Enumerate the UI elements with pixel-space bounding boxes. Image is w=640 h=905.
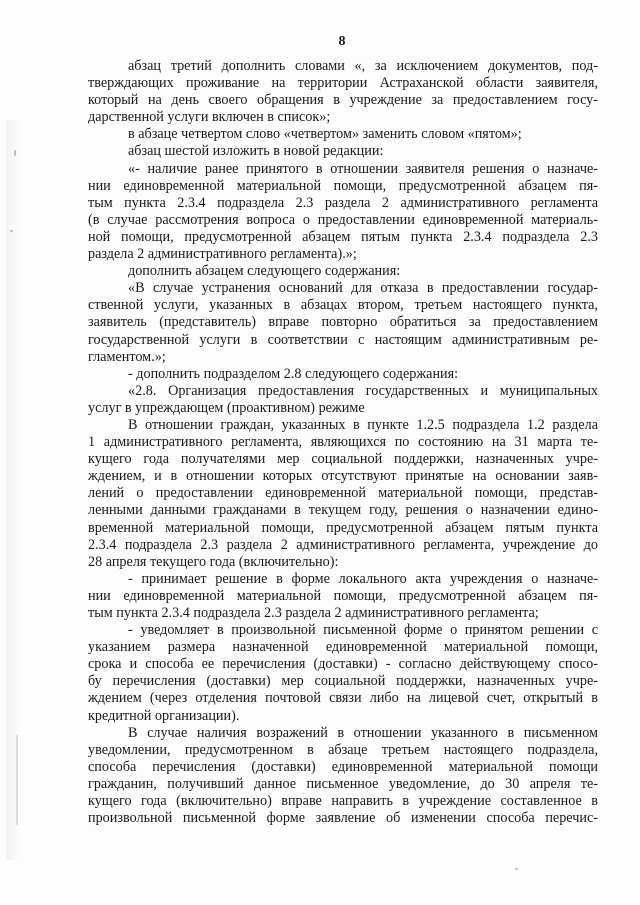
text-line: «2.8. Организация предоставления государственных и муниципальных — [128, 382, 598, 399]
text-line: - дополнить подразделом 2.8 следующего содержания: — [128, 365, 459, 382]
text-line: в абзаце четвертом слово «четвертом» заменить словом «пятом»; — [128, 126, 522, 143]
text-line: дарственной услуги включен в список»; — [88, 109, 331, 126]
text-line: ждением (через отделения почтовой связи либо на лицевой счет, открытый в — [88, 690, 598, 707]
text-line: ленными данными гражданами в текущем году, решения о назначении едино- — [88, 502, 598, 519]
text-line: абзац шестой изложить в новой редакции: — [128, 143, 384, 160]
text-line: тым пункта 2.3.4 подраздела 2.3 раздела 2 административного регламента; — [88, 605, 539, 621]
text-line: раздела 2 административного регламента).»; — [88, 246, 357, 263]
page-number: 8 — [338, 34, 346, 49]
text-line: ной помощи, предусмотренной абзацем пятым пункта 2.3.4 подраздела 2.3 — [88, 228, 598, 245]
text-line: услуг в упреждающем (проактивном) режиме — [88, 399, 365, 416]
text-line: 28 апреля текущего года (включительно): — [88, 553, 339, 570]
text-line: уведомлении, предусмотренном в абзаце третьем настоящего подраздела, — [88, 741, 598, 758]
text-line: - принимает решение в форме локального акта учреждения о назначе- — [128, 570, 598, 587]
text-line: ственной услуги, указанных в абзацах втором, третьем настоящего пункта, — [88, 297, 598, 314]
text-line: 1 административного регламента, являющихся по состоянию на 31 марта те- — [88, 434, 598, 451]
text-line: заявитель (представитель) вправе повторно обратиться за предоставлением — [88, 314, 598, 331]
text-line: «- наличие ранее принятого в отношении заявителя решения о назначе- — [128, 160, 598, 177]
text-line: лений о предоставлении единовременной материальной помощи, представ- — [88, 485, 598, 502]
text-line: 2.3.4 подраздела 2.3 раздела 2 административного регламента, учреждение до — [88, 536, 598, 553]
scan-speck — [515, 868, 518, 870]
text-line: государственной услуги в соответствии с настоящим административным ре- — [88, 331, 598, 348]
text-line: гламентом.»; — [88, 348, 166, 365]
text-line: кущего года получателями мер социальной поддержки, назначенных учре- — [88, 451, 598, 468]
text-line: (в случае рассмотрения вопроса о предоставлении единовременной материаль- — [88, 211, 598, 228]
text-line: «В случае устранения оснований для отказа в предоставлении государ- — [128, 280, 598, 297]
text-line: гражданин, получивший данное письменное уведомление, до 30 апреля те- — [88, 775, 598, 792]
text-line: кредитной организации). — [88, 707, 240, 724]
text-line: который на день своего обращения в учреждение за предоставлением госу- — [88, 92, 598, 109]
text-line: нии единовременной материальной помощи, предусмотренной абзацем пя- — [88, 177, 598, 194]
text-line: - уведомляет в произвольной письменной форме о принятом решении с — [128, 622, 598, 639]
text-line: нии единовременной материальной помощи, предусмотренной абзацем пя- — [88, 587, 598, 604]
text-line: В случае наличия возражений в отношении указанного в письменном — [128, 724, 598, 741]
document-body — [88, 58, 598, 827]
text-line: кущего года (включительно) вправе направить в учреждение составленное в — [88, 793, 598, 810]
text-line: произвольной письменной форме заявление об изменении способа перечис- — [88, 810, 598, 827]
text-line: способа перечисления (доставки) единовременной материальной помощи — [88, 758, 598, 775]
text-line: тверждающих проживание на территории Астраханской области заявителя, — [88, 75, 598, 92]
text-line: В отношении граждан, указанных в пункте 1.2.5 подраздела 1.2 раздела — [128, 416, 598, 433]
text-line: временной материальной помощи, предусмотренной абзацем пятым пункта — [88, 519, 598, 536]
text-line: ждением, и в отношении которых отсутствуют принятые на основании заяв- — [88, 468, 598, 485]
scan-speck — [10, 230, 13, 232]
text-line: дополнить абзацем следующего содержания: — [128, 263, 401, 280]
text-line: указанием размера назначенной единовременной материальной помощи, — [88, 639, 598, 656]
scan-speck — [16, 735, 18, 825]
text-line: срока и способа ее перечисления (доставки) - согласно действующему спосо- — [88, 656, 598, 673]
scan-speck — [14, 150, 16, 156]
text-line: абзац третий дополнить словами «, за исключением документов, под- — [128, 58, 598, 74]
text-line: тым пункта 2.3.4 подраздела 2.3 раздела 2 административного регламента — [88, 194, 598, 211]
text-line: бу перечисления (доставки) мер социальной поддержки, назначенных учре- — [88, 673, 598, 690]
